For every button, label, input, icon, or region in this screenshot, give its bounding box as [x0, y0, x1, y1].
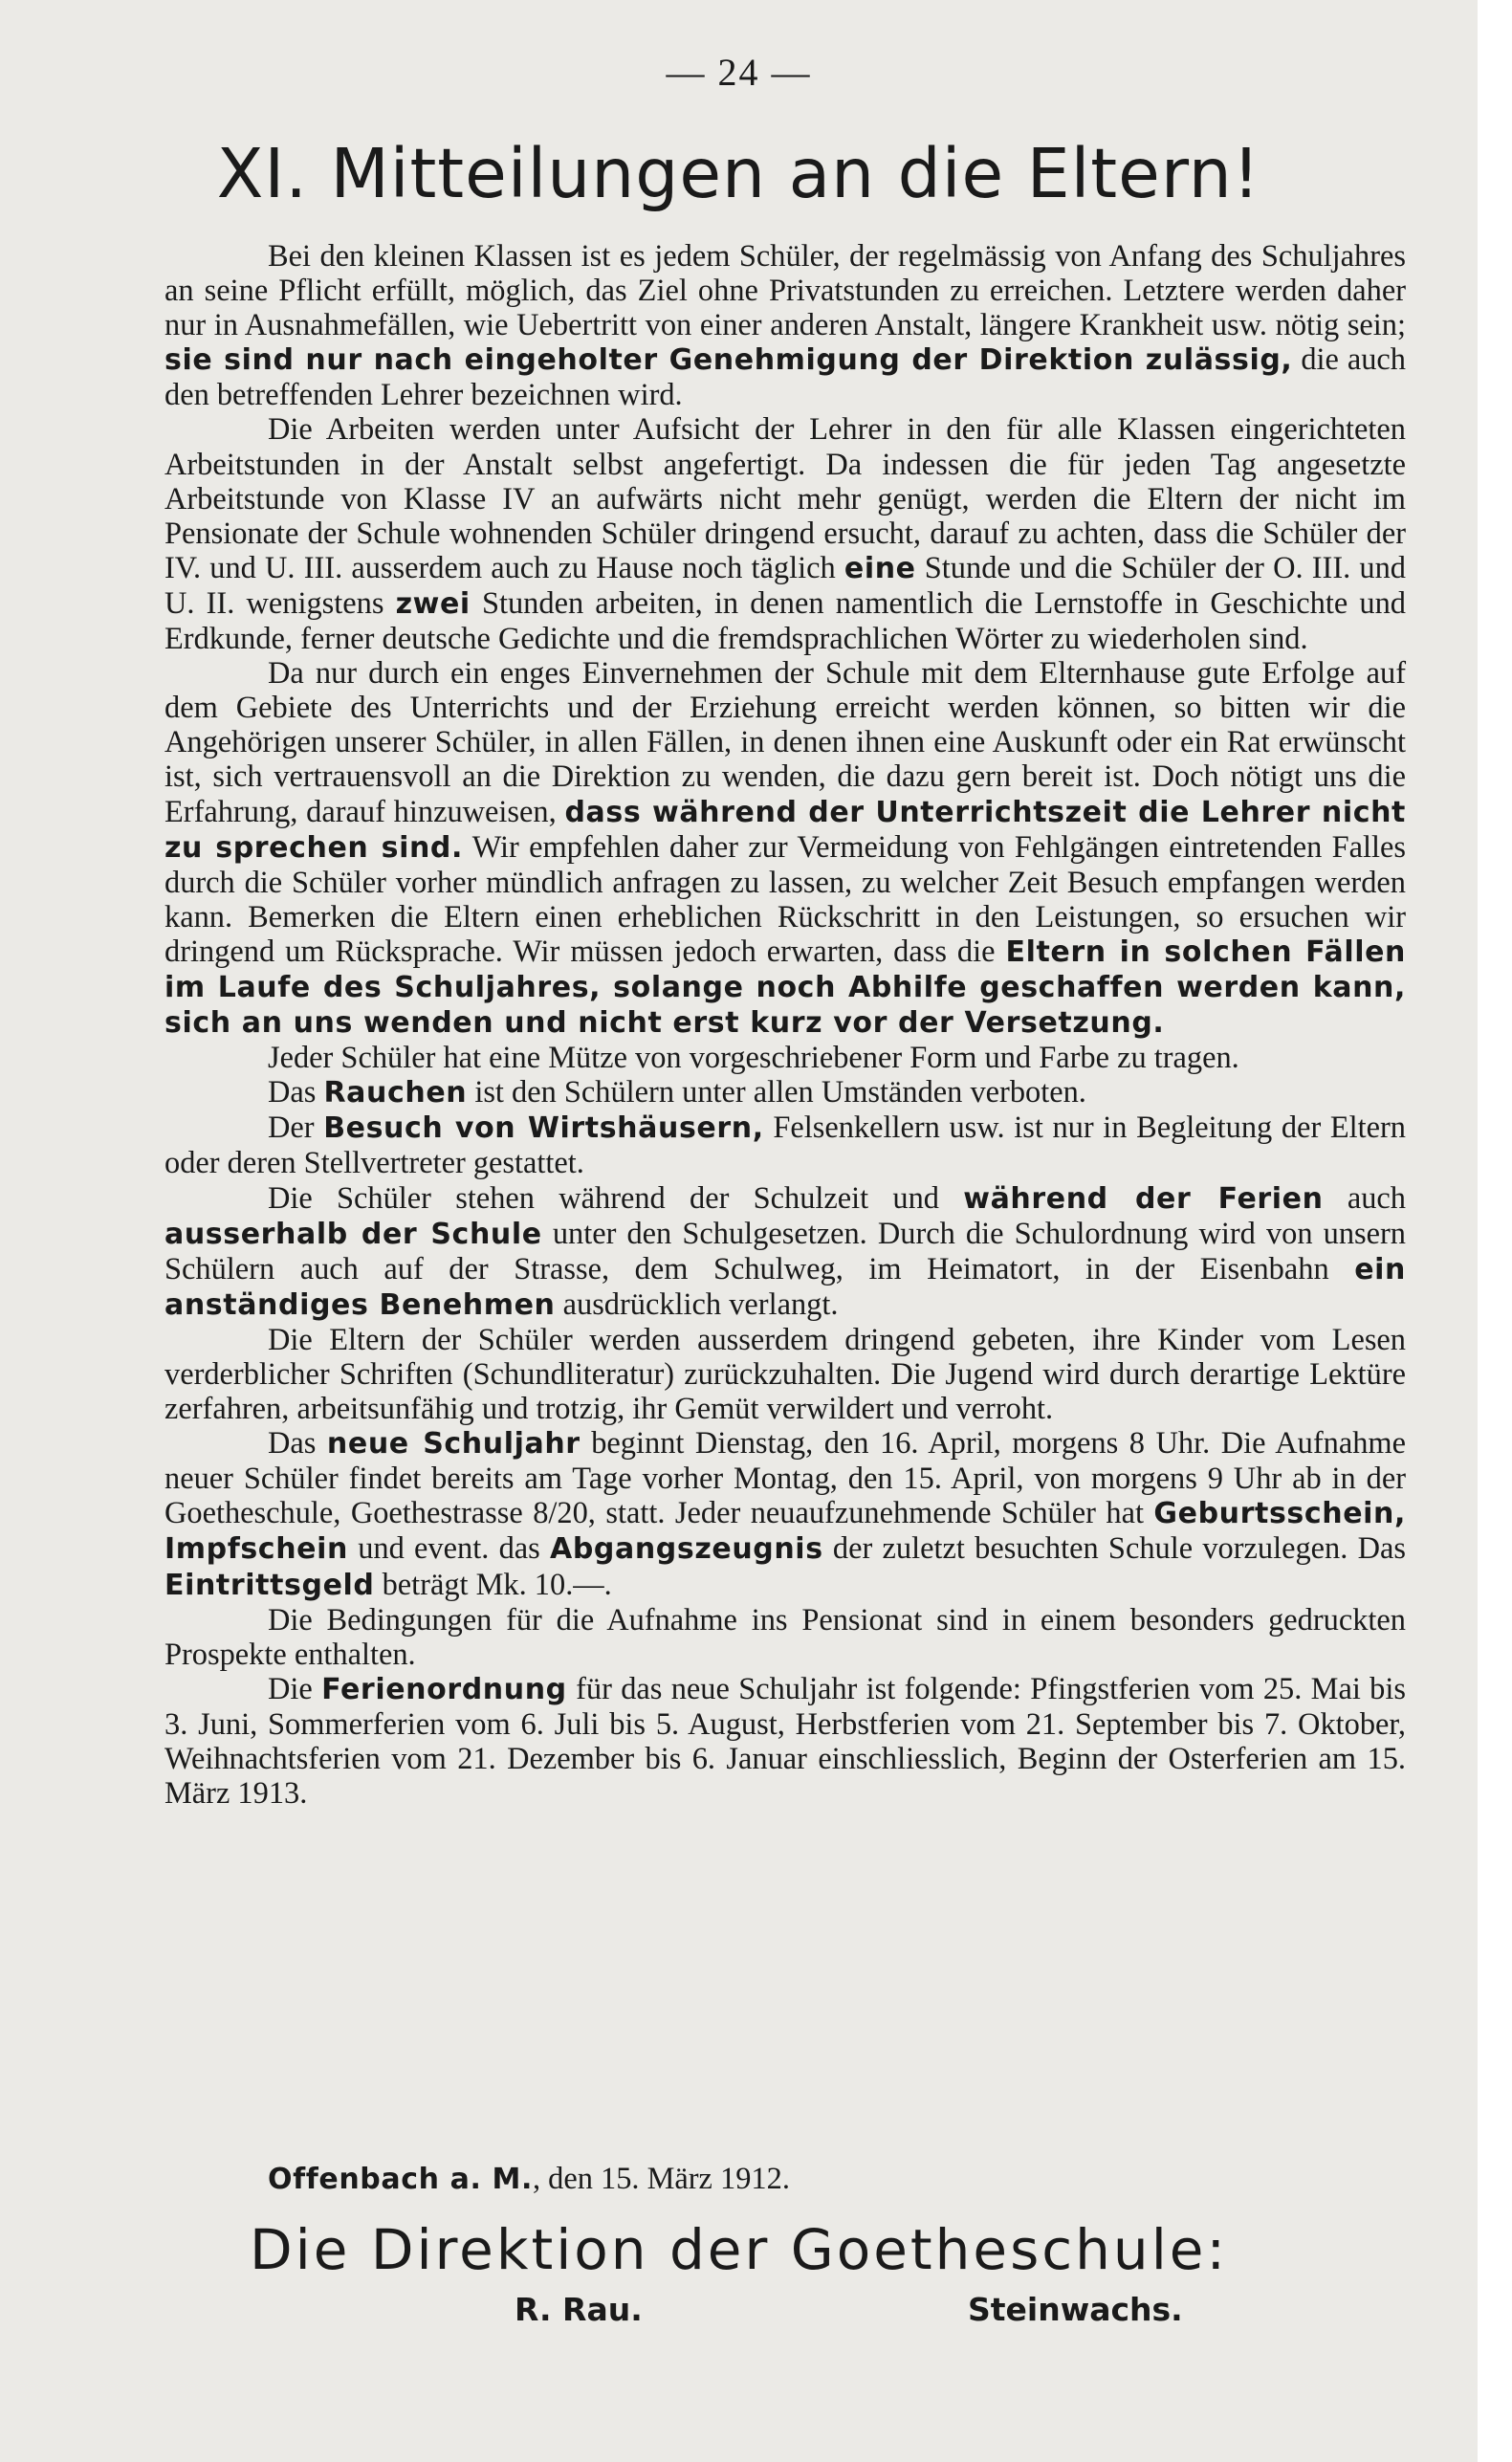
body-text: Die Eltern der Schüler werden ausserdem dringend gebeten, ihre Kinder vom Lesen verderblicher Schriften (Schundliteratur) zurückzuhalten. Die Jugend wird durch derartige Lektüre zerfahren, arbeitsunfähig und trotzig, ihr Gemüt verwildert und verroht. — [164, 1322, 1406, 1427]
body-text: Die Arbeiten werden unter Aufsicht der Lehrer in den für alle Klassen eingerichteten Arbeitstunden in der Anstalt selbst angefertigt. Da indessen die für jeden Tag angesetzte Arbeitstunde von Klasse IV an aufwärts nicht mehr genügt, werden die Eltern der nicht im Pensionate der Schule wohnenden Schüler dringend ersucht, darauf zu achten, dass die Schüler der IV. und U. III. ausserdem auch zu Hause noch täglich — [164, 412, 1406, 585]
paragraph — [164, 1426, 1406, 1602]
emphasis-text: sie sind nur nach eingeholter Genehmigung der Direktion zulässig, — [164, 343, 1293, 378]
emphasis-text: Geburtsschein, Impfschein — [164, 1497, 1406, 1567]
body-text: ausdrücklich verlangt. — [555, 1286, 839, 1322]
notice-body — [164, 239, 1406, 1811]
signature-title: Die Direktion der Goetheschule: — [249, 2217, 1229, 2282]
place-name: Offenbach a. M. — [268, 2163, 533, 2196]
body-text: Stunde und die Schüler der O. III. und U. II. wenigstens — [164, 550, 1406, 621]
body-text: Da nur durch ein enges Einvernehmen der Schule mit dem Elternhause gute Erfolge auf dem Gebiete des Unterrichts und der Erziehung erreicht werden können, so bitten wir die Angehörigen unserer Schüler, in allen Fällen, in denen ihnen eine Auskunft oder ein Rat erwünscht ist, sich vertrauensvoll an die Direktion zu wenden, die dazu gern bereit ist. Doch nötigt uns die Erfahrung, darauf hinzuweisen, — [164, 656, 1406, 829]
body-text: die auch den betreffenden Lehrer bezeichnen wird. — [164, 342, 1406, 413]
paragraph — [164, 1075, 1406, 1110]
body-text: Das — [268, 1075, 324, 1110]
paragraph — [164, 1603, 1406, 1672]
body-text: ist den Schülern unter allen Umständen verboten. — [467, 1075, 1086, 1110]
emphasis-text: ein anständiges Benehmen — [164, 1252, 1406, 1322]
emphasis-text: Eintrittsgeld — [164, 1568, 375, 1602]
body-text: Die Schüler stehen während der Schulzeit und — [268, 1180, 964, 1216]
body-text: Wir empfehlen daher zur Vermeidung von Fehlgängen eintretenden Falles durch die Schüler vorher mündlich anfragen zu lassen, zu welcher Zeit Besuch empfangen werden kann. Bemerken die Eltern einen erheblichen Rückschritt in den Leistungen, so ersuchen wir dringend um Rücksprache. Wir müssen jedoch erwarten, dass die — [164, 829, 1407, 969]
paragraph — [164, 239, 1406, 412]
body-text: Das — [268, 1426, 327, 1462]
paragraph — [164, 1110, 1406, 1180]
body-text: beträgt Mk. 10.—. — [374, 1567, 612, 1602]
emphasis-text: Rauchen — [323, 1076, 468, 1110]
paragraph — [164, 1323, 1406, 1426]
body-text: Bei den kleinen Klassen ist es jedem Schüler, der regelmässig von Anfang des Schuljahres an seine Pflicht erfüllt, möglich, das Ziel ohne Privatstunden zu erreichen. Letztere werden daher nur in Ausnahmefällen, wie Uebertritt von einer anderen Anstalt, längere Krankheit usw. nötig sein; — [164, 239, 1406, 343]
paragraph — [164, 656, 1406, 1041]
emphasis-text: Abgangszeugnis — [550, 1532, 823, 1567]
paragraph — [164, 1041, 1406, 1075]
body-text: Der — [268, 1110, 324, 1146]
date-text: , den 15. März 1912. — [532, 2162, 790, 2196]
body-text: unter den Schulgesetzen. Durch die Schulordnung wird von unsern Schülern auch auf der Strasse, dem Schulweg, im Heimatort, in der Eisenbahn — [164, 1216, 1407, 1286]
emphasis-text: Ferienordnung — [321, 1672, 567, 1706]
paragraph — [164, 1672, 1406, 1811]
emphasis-text: während der Ferien — [963, 1181, 1324, 1216]
body-text: beginnt Dienstag, den 16. April, morgens 8 Uhr. Die Aufnahme neuer Schüler findet bereits am Tage vorher Montag, den 15. April, von morgens 9 Uhr ab in der Goetheschule, Goethestrasse 8/20, statt. Jeder neuaufzunehmende Schüler hat — [164, 1426, 1406, 1531]
emphasis-text: dass während der Unterrichtszeit die Lehrer nicht zu sprechen sind. — [164, 795, 1406, 865]
body-text: und event. das — [347, 1531, 551, 1567]
body-text: der zuletzt besuchten Schule vorzulegen. Das — [822, 1531, 1406, 1567]
emphasis-text: ausserhalb der Schule — [164, 1217, 542, 1251]
body-text: Die — [268, 1671, 322, 1706]
paragraph — [164, 412, 1406, 656]
signatory-1: R. Rau. — [515, 2291, 643, 2328]
body-text: Stunden arbeiten, in denen namentlich die Lernstoffe in Geschichte und Erdkunde, ferner deutsche Gedichte und die fremdsprachlichen Wörter zu wiederholen sind. — [164, 585, 1406, 657]
emphasis-text: eine — [844, 551, 916, 585]
page-title: XI. Mitteilungen an die Eltern! — [216, 134, 1261, 213]
paragraph — [164, 1181, 1406, 1323]
body-text: für das neue Schuljahr ist folgende: Pfingstferien vom 25. Mai bis 3. Juni, Sommerferien vom 6. Juli bis 5. August, Herbstferien vom 21. September bis 7. Oktober, Weihnachtsferien vom 21. Dezember bis 6. Januar einschliesslich, Beginn der Osterferien am 15. März 1913. — [164, 1671, 1406, 1812]
emphasis-text: zwei — [395, 586, 471, 621]
body-text: Die Bedingungen für die Aufnahme ins Pensionat sind in einem besonders gedruckten Prospekte enthalten. — [164, 1602, 1406, 1672]
emphasis-text: Eltern in solchen Fällen im Laufe des Schuljahres, solange noch Abhilfe geschaffen werden kann, sich an uns wenden und nicht erst kurz vor der Versetzung. — [164, 934, 1406, 1041]
page-number: — 24 — — [666, 51, 812, 94]
emphasis-text: neue Schuljahr — [326, 1427, 581, 1462]
place-date-line — [268, 2162, 790, 2197]
emphasis-text: Besuch von Wirtshäusern, — [323, 1111, 764, 1146]
body-text: auch — [1323, 1180, 1406, 1216]
body-text: Jeder Schüler hat eine Mütze von vorgeschriebener Form und Farbe zu tragen. — [268, 1041, 1239, 1076]
body-text: Felsenkellern usw. ist nur in Begleitung der Eltern oder deren Stellvertreter gestattet. — [164, 1110, 1406, 1181]
signatory-2: Steinwachs. — [968, 2291, 1183, 2328]
